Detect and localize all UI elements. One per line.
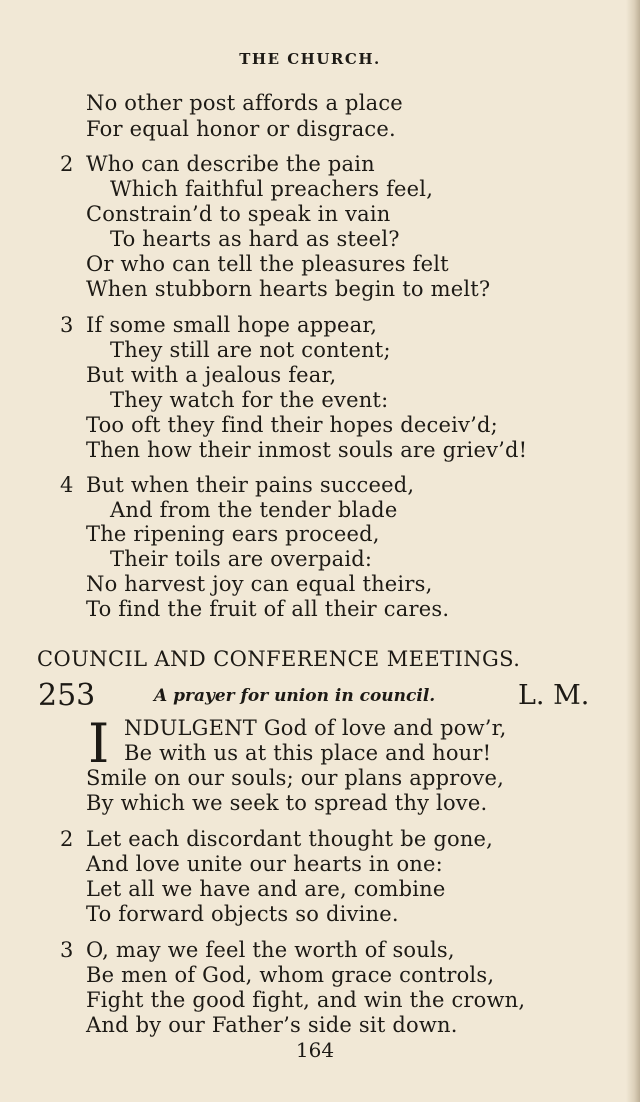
verse-line: For equal honor or disgrace. <box>86 117 396 141</box>
verse-line: If some small hope appear, <box>86 313 378 337</box>
verse-line: NDULGENT God of love and pow’r, <box>124 716 507 740</box>
running-header: THE CHURCH. <box>239 50 381 68</box>
verse-number: 2 <box>60 152 74 176</box>
verse-line: Which faithful preachers feel, <box>110 177 434 201</box>
verse-line: By which we seek to spread thy love. <box>86 791 488 815</box>
verse-line: And love unite our hearts in one: <box>86 852 443 876</box>
verse-number: 3 <box>60 313 74 337</box>
verse-line: Or who can tell the pleasures felt <box>86 252 449 276</box>
verse-line: Too oft they find their hopes deceiv’d; <box>86 413 498 437</box>
hymn-number: 253 <box>38 678 96 713</box>
verse-line: Then how their inmost souls are griev’d! <box>86 438 528 462</box>
verse-line: And from the tender blade <box>110 498 398 522</box>
verse-line: O, may we feel the worth of souls, <box>86 938 455 962</box>
verse-line: The ripening ears proceed, <box>86 522 380 546</box>
verse-line: Be with us at this place and hour! <box>124 741 492 765</box>
hymn-meter: L. M. <box>518 680 590 711</box>
verse-line: They watch for the event: <box>110 388 389 412</box>
verse-line: They still are not content; <box>110 338 391 362</box>
verse-line: Let all we have and are, combine <box>86 877 446 901</box>
verse-line: Be men of God, whom grace controls, <box>86 963 495 987</box>
verse-line: To forward objects so divine. <box>86 902 399 926</box>
verse-number: 4 <box>60 473 74 497</box>
verse-line: But with a jealous fear, <box>86 363 337 387</box>
verse-line: To find the fruit of all their cares. <box>86 597 450 621</box>
page-number: 164 <box>295 1038 335 1062</box>
verse-line: No harvest joy can equal theirs, <box>86 572 433 596</box>
verse-line: To hearts as hard as steel? <box>110 227 400 251</box>
verse-number: 2 <box>60 827 74 851</box>
verse-line: No other post affords a place <box>86 91 403 115</box>
verse-line: Let each discordant thought be gone, <box>86 827 494 851</box>
verse-line: And by our Father’s side sit down. <box>86 1013 458 1037</box>
page-edge-shadow <box>626 0 640 1102</box>
verse-line: When stubborn hearts begin to melt? <box>86 277 491 301</box>
section-title: COUNCIL AND CONFERENCE MEETINGS. <box>37 647 521 671</box>
verse-line: Constrain’d to speak in vain <box>86 202 391 226</box>
verse-line: Smile on our souls; our plans approve, <box>86 766 504 790</box>
verse-number: 3 <box>60 938 74 962</box>
hymn-subtitle: A prayer for union in council. <box>154 686 436 706</box>
verse-line: Their toils are overpaid: <box>110 547 373 571</box>
drop-cap: I <box>88 712 110 775</box>
verse-line: But when their pains succeed, <box>86 473 415 497</box>
verse-line: Fight the good fight, and win the crown, <box>86 988 526 1012</box>
verse-line: Who can describe the pain <box>86 152 375 176</box>
